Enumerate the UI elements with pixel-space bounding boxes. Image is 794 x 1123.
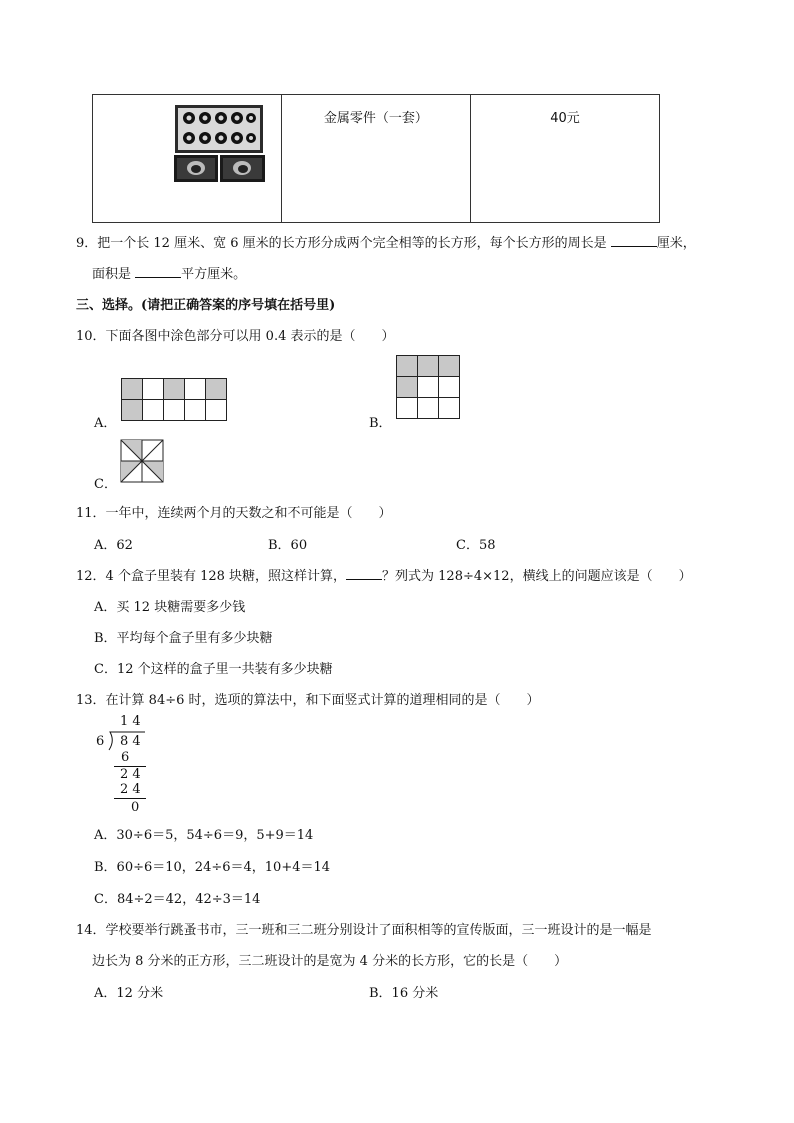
question-9-line1: 9．把一个长 12 厘米、宽 6 厘米的长方形分成两个完全相等的长方形，每个长方形的周长是 厘米， <box>76 236 696 251</box>
grid-cell <box>206 379 227 400</box>
grid-cell <box>418 377 439 398</box>
grid-cell <box>122 400 143 421</box>
q12-option-b[interactable]: B．平均每个盒子里有多少块糖 <box>94 631 273 646</box>
grid-cell <box>143 379 164 400</box>
grid-cell <box>439 356 460 377</box>
grid-cell <box>418 398 439 419</box>
long-division <box>94 714 164 818</box>
division-rule-2 <box>114 798 146 799</box>
price-table <box>92 94 660 223</box>
q12-option-c[interactable]: C．12 个这样的盒子里一共装有多少块糖 <box>94 662 333 677</box>
grid-cell <box>418 356 439 377</box>
q14-option-b[interactable]: B．16 分米 <box>369 986 439 1001</box>
table-item-cell <box>281 95 470 223</box>
q11-option-c[interactable]: C．58 <box>456 538 496 553</box>
division-divisor: 6 <box>96 734 105 749</box>
grid-cell <box>164 379 185 400</box>
grid-cell <box>439 398 460 419</box>
section-title: 三、选择。(请把正确答案的序号填在括号里) <box>76 298 336 313</box>
division-step2: 2 4 <box>120 767 141 782</box>
grid-cell <box>206 400 227 421</box>
option-c-label[interactable]: C． <box>94 477 117 492</box>
q13-option-a[interactable]: A．30÷6＝5，54÷6＝9，5+9＝14 <box>94 828 314 843</box>
division-remainder: 0 <box>131 800 140 815</box>
grid-cell <box>397 398 418 419</box>
answer-blank[interactable] <box>611 234 657 247</box>
question-13: 13．在计算 84÷6 时，选项的算法中，和下面竖式计算的道理相同的是（ ） <box>76 693 540 708</box>
q12-option-a[interactable]: A．买 12 块糖需要多少钱 <box>94 600 246 615</box>
option-b-label[interactable]: B． <box>369 416 392 431</box>
grid-cell <box>397 377 418 398</box>
division-step1: 6 <box>121 750 130 765</box>
question-11: 11．一年中，连续两个月的天数之和不可能是（ ） <box>76 506 392 521</box>
table-price-cell <box>470 95 659 223</box>
item-price: 40元 <box>550 111 580 126</box>
q13-option-c[interactable]: C．84÷2＝42，42÷3＝14 <box>94 892 261 907</box>
q11-option-b[interactable]: B．60 <box>268 538 308 553</box>
q14-option-a[interactable]: A．12 分米 <box>94 986 164 1001</box>
option-a-label[interactable]: A． <box>94 416 117 431</box>
grid-cell <box>122 379 143 400</box>
question-12: 12．4 个盒子里装有 128 块糖，照这样计算， ？列式为 128÷4×12，横线上的问题应该是（ ） <box>76 569 692 584</box>
question-10: 10．下面各图中涂色部分可以用 0.4 表示的是（ ） <box>76 329 395 344</box>
division-dividend: 8 4 <box>120 734 141 749</box>
grid-cell <box>143 400 164 421</box>
question-14-line1: 14．学校要举行跳蚤书市，三一班和三二班分别设计了面积相等的宣传版面，三一班设计的是一幅是 <box>76 923 652 938</box>
grid-cell <box>439 377 460 398</box>
q11-option-a[interactable]: A．62 <box>94 538 133 553</box>
q13-option-b[interactable]: B．60÷6＝10，24÷6＝4，10+4＝14 <box>94 860 331 875</box>
grid-cell <box>397 356 418 377</box>
table-image-cell <box>93 95 282 223</box>
question-9-line2: 面积是 平方厘米。 <box>92 267 247 282</box>
division-step3: 2 4 <box>120 782 141 797</box>
question-14-line2: 边长为 8 分米的正方形，三二班设计的是宽为 4 分米的长方形，它的长是（ ） <box>92 954 568 969</box>
grid-b-figure <box>396 355 460 419</box>
octant-square-figure <box>120 439 164 483</box>
answer-blank[interactable] <box>135 265 181 278</box>
grid-cell <box>185 400 206 421</box>
answer-blank[interactable] <box>346 567 382 580</box>
division-quotient: 1 4 <box>120 714 141 729</box>
grid-cell <box>164 400 185 421</box>
metal-parts-image <box>173 103 268 183</box>
item-name: 金属零件（一套） <box>323 111 428 126</box>
grid-cell <box>185 379 206 400</box>
grid-a-figure <box>121 378 227 421</box>
